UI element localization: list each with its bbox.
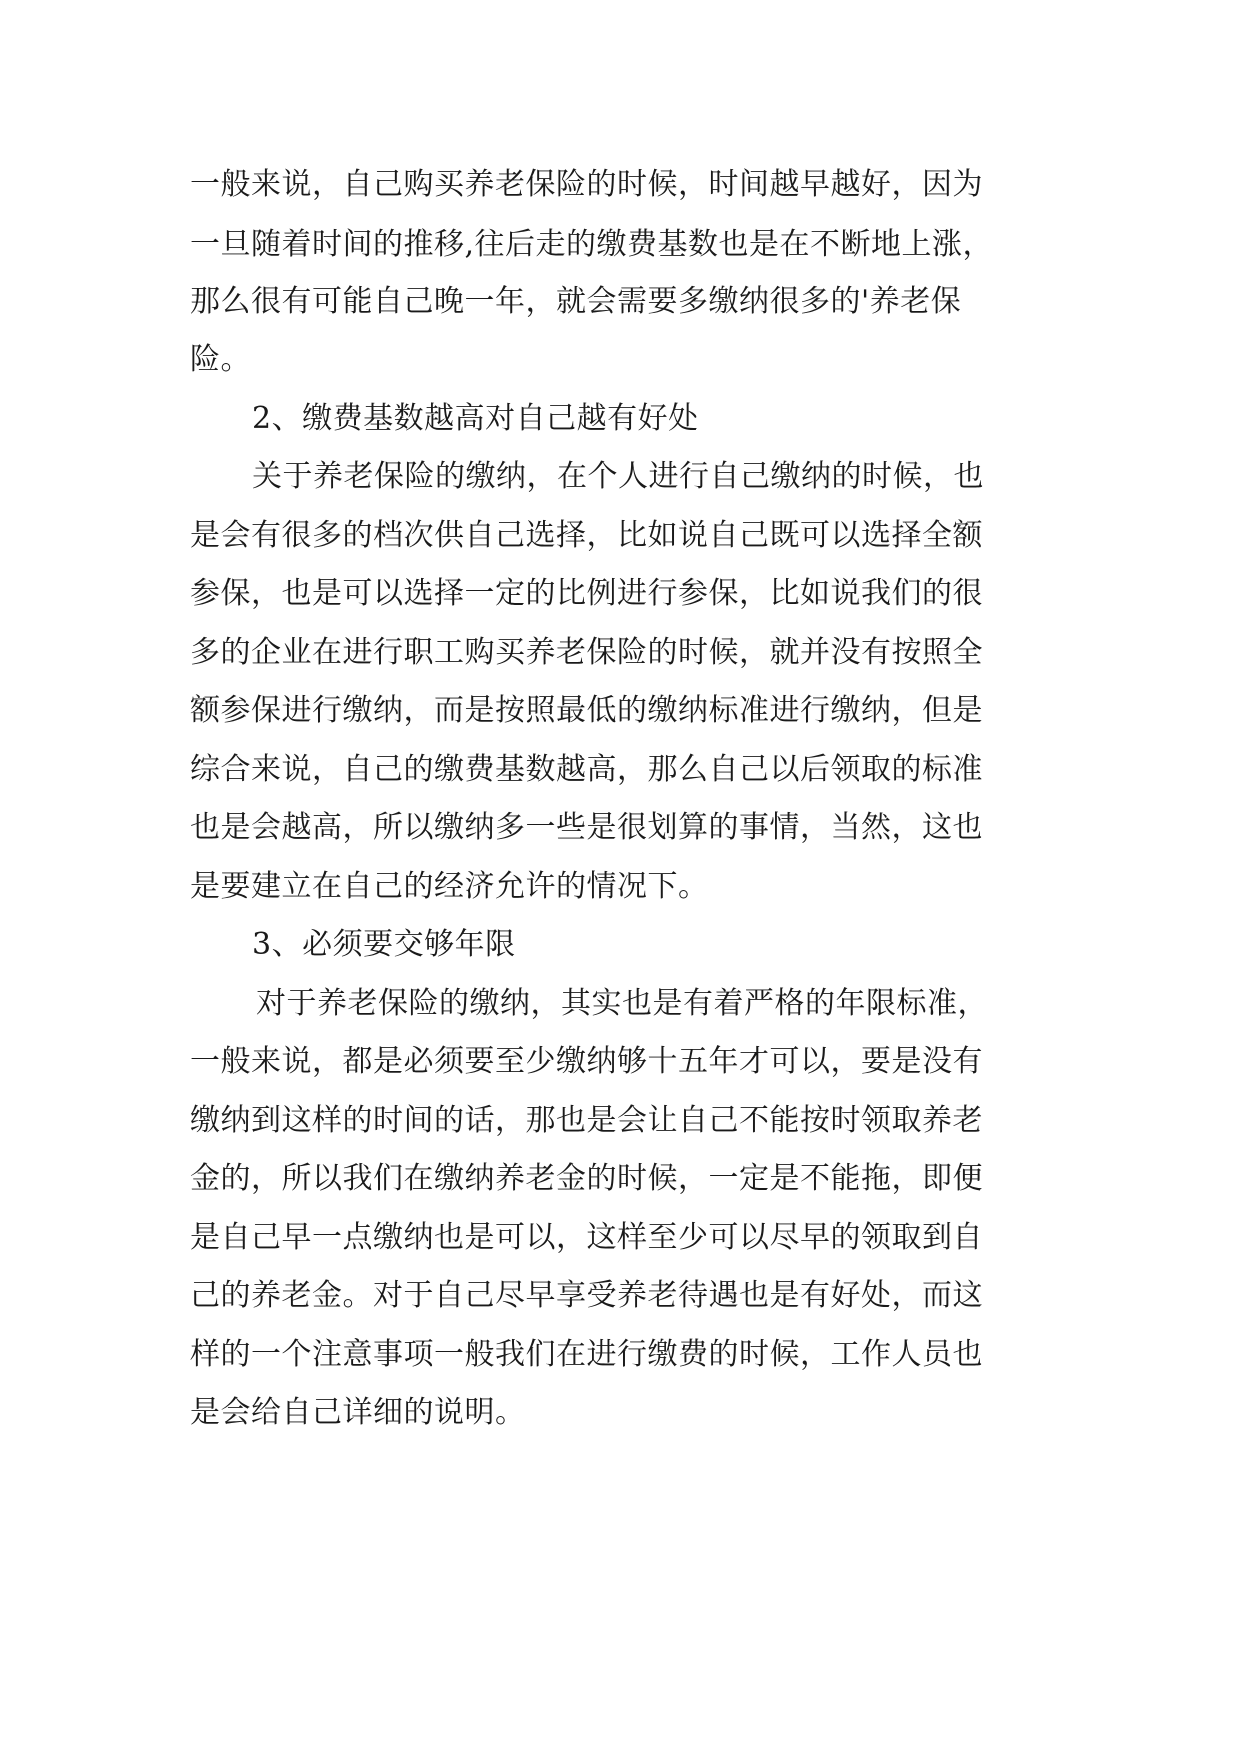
section-heading: 2、缴费基数越高对自己越有好处	[252, 401, 699, 436]
text-line: 关于养老保险的缴纳，在个人进行自己缴纳的时候，也	[252, 459, 984, 494]
text-line: 额参保进行缴纳，而是按照最低的缴纳标准进行缴纳，但是	[190, 693, 983, 728]
text-line: 也是会越高，所以缴纳多一些是很划算的事情，当然，这也	[190, 810, 983, 845]
text-line: 一般来说，都是必须要至少缴纳够十五年才可以，要是没有	[190, 1044, 983, 1079]
text-line: 对于养老保险的缴纳，其实也是有着严格的年限标准，	[256, 986, 988, 1021]
text-line: 参保，也是可以选择一定的比例进行参保，比如说我们的很	[190, 576, 983, 611]
text-line: 险。	[190, 342, 251, 377]
text-line: 一旦随着时间的推移,往后走的缴费基数也是在不断地上涨，	[190, 227, 994, 262]
text-line: 综合来说，自己的缴费基数越高，那么自己以后领取的标准	[190, 752, 983, 787]
section-heading: 3、必须要交够年限	[252, 927, 516, 962]
text-line: 一般来说，自己购买养老保险的时候，时间越早越好，因为	[190, 167, 983, 202]
text-line: 多的企业在进行职工购买养老保险的时候，就并没有按照全	[190, 635, 983, 670]
text-line: 样的一个注意事项一般我们在进行缴费的时候，工作人员也	[190, 1337, 983, 1372]
text-line: 缴纳到这样的时间的话，那也是会让自己不能按时领取养老	[190, 1103, 983, 1138]
text-line: 金的，所以我们在缴纳养老金的时候，一定是不能拖，即便	[190, 1161, 983, 1196]
text-line: 是会有很多的档次供自己选择，比如说自己既可以选择全额	[190, 518, 983, 553]
text-line: 是会给自己详细的说明。	[190, 1395, 526, 1430]
text-line: 那么很有可能自己晚一年，就会需要多缴纳很多的'养老保	[190, 284, 962, 319]
text-line: 是自己早一点缴纳也是可以，这样至少可以尽早的领取到自	[190, 1220, 983, 1255]
text-line: 是要建立在自己的经济允许的情况下。	[190, 869, 709, 904]
text-line: 己的养老金。对于自己尽早享受养老待遇也是有好处，而这	[190, 1278, 983, 1313]
